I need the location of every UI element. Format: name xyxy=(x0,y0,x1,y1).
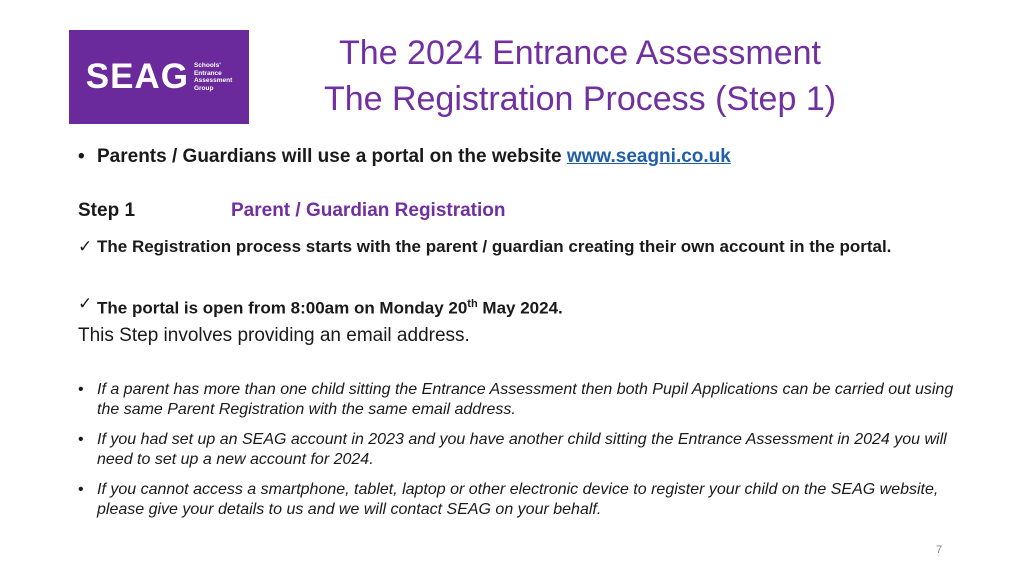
check-text-2a: The portal is open from 8:00am on Monday 20 xyxy=(97,298,468,318)
logo-sub-2: Entrance xyxy=(193,69,222,77)
bullet-dot-icon: • xyxy=(78,381,84,398)
title-line-1: The 2024 Entrance Assessment xyxy=(339,34,821,72)
check-text-2-sup: th xyxy=(467,298,478,310)
bullet-dot-icon: • xyxy=(78,481,84,498)
bullet-dot-icon: • xyxy=(78,431,84,448)
logo-sub-4: Group xyxy=(193,84,214,92)
step-title: Parent / Guardian Registration xyxy=(231,200,506,221)
logo-wordmark: SEAG xyxy=(85,57,189,96)
logo-subtitle xyxy=(194,62,232,92)
website-link[interactable]: www.seagni.co.uk xyxy=(566,146,731,167)
logo-sub-1: Schools' xyxy=(193,62,221,69)
seag-logo xyxy=(69,30,249,124)
page-number: 7 xyxy=(936,544,943,556)
logo-sub-3: Assessment xyxy=(193,77,233,84)
step-label: Step 1 xyxy=(78,200,136,221)
check-text-2b: May 2024. xyxy=(477,298,563,318)
note-text-2: If you had set up an SEAG account in 2023 and you have another child sitting the Entrance Assessment in 2024 you will need to set up a new account for 2024. xyxy=(97,431,947,468)
check-text-1: The Registration process starts with the parent / guardian creating their own account in the portal. xyxy=(97,237,892,256)
checkmark-icon: ✓ xyxy=(78,294,93,313)
bullet-dot-icon: • xyxy=(78,146,85,167)
portal-text: Parents / Guardians will use a portal on the website xyxy=(97,146,567,167)
checkmark-icon: ✓ xyxy=(78,237,93,256)
note-text-1: If a parent has more than one child sitting the Entrance Assessment then both Pupil Applications can be carried out using the same Parent Registration with the same email address. xyxy=(97,381,954,418)
title-line-2: The Registration Process (Step 1) xyxy=(323,80,837,118)
email-note: This Step involves providing an email address. xyxy=(78,325,470,346)
note-text-3: If you cannot access a smartphone, tablet, laptop or other electronic device to register your child on the SEAG website, please give your details to us and we will contact SEAG on your behalf. xyxy=(97,481,939,518)
